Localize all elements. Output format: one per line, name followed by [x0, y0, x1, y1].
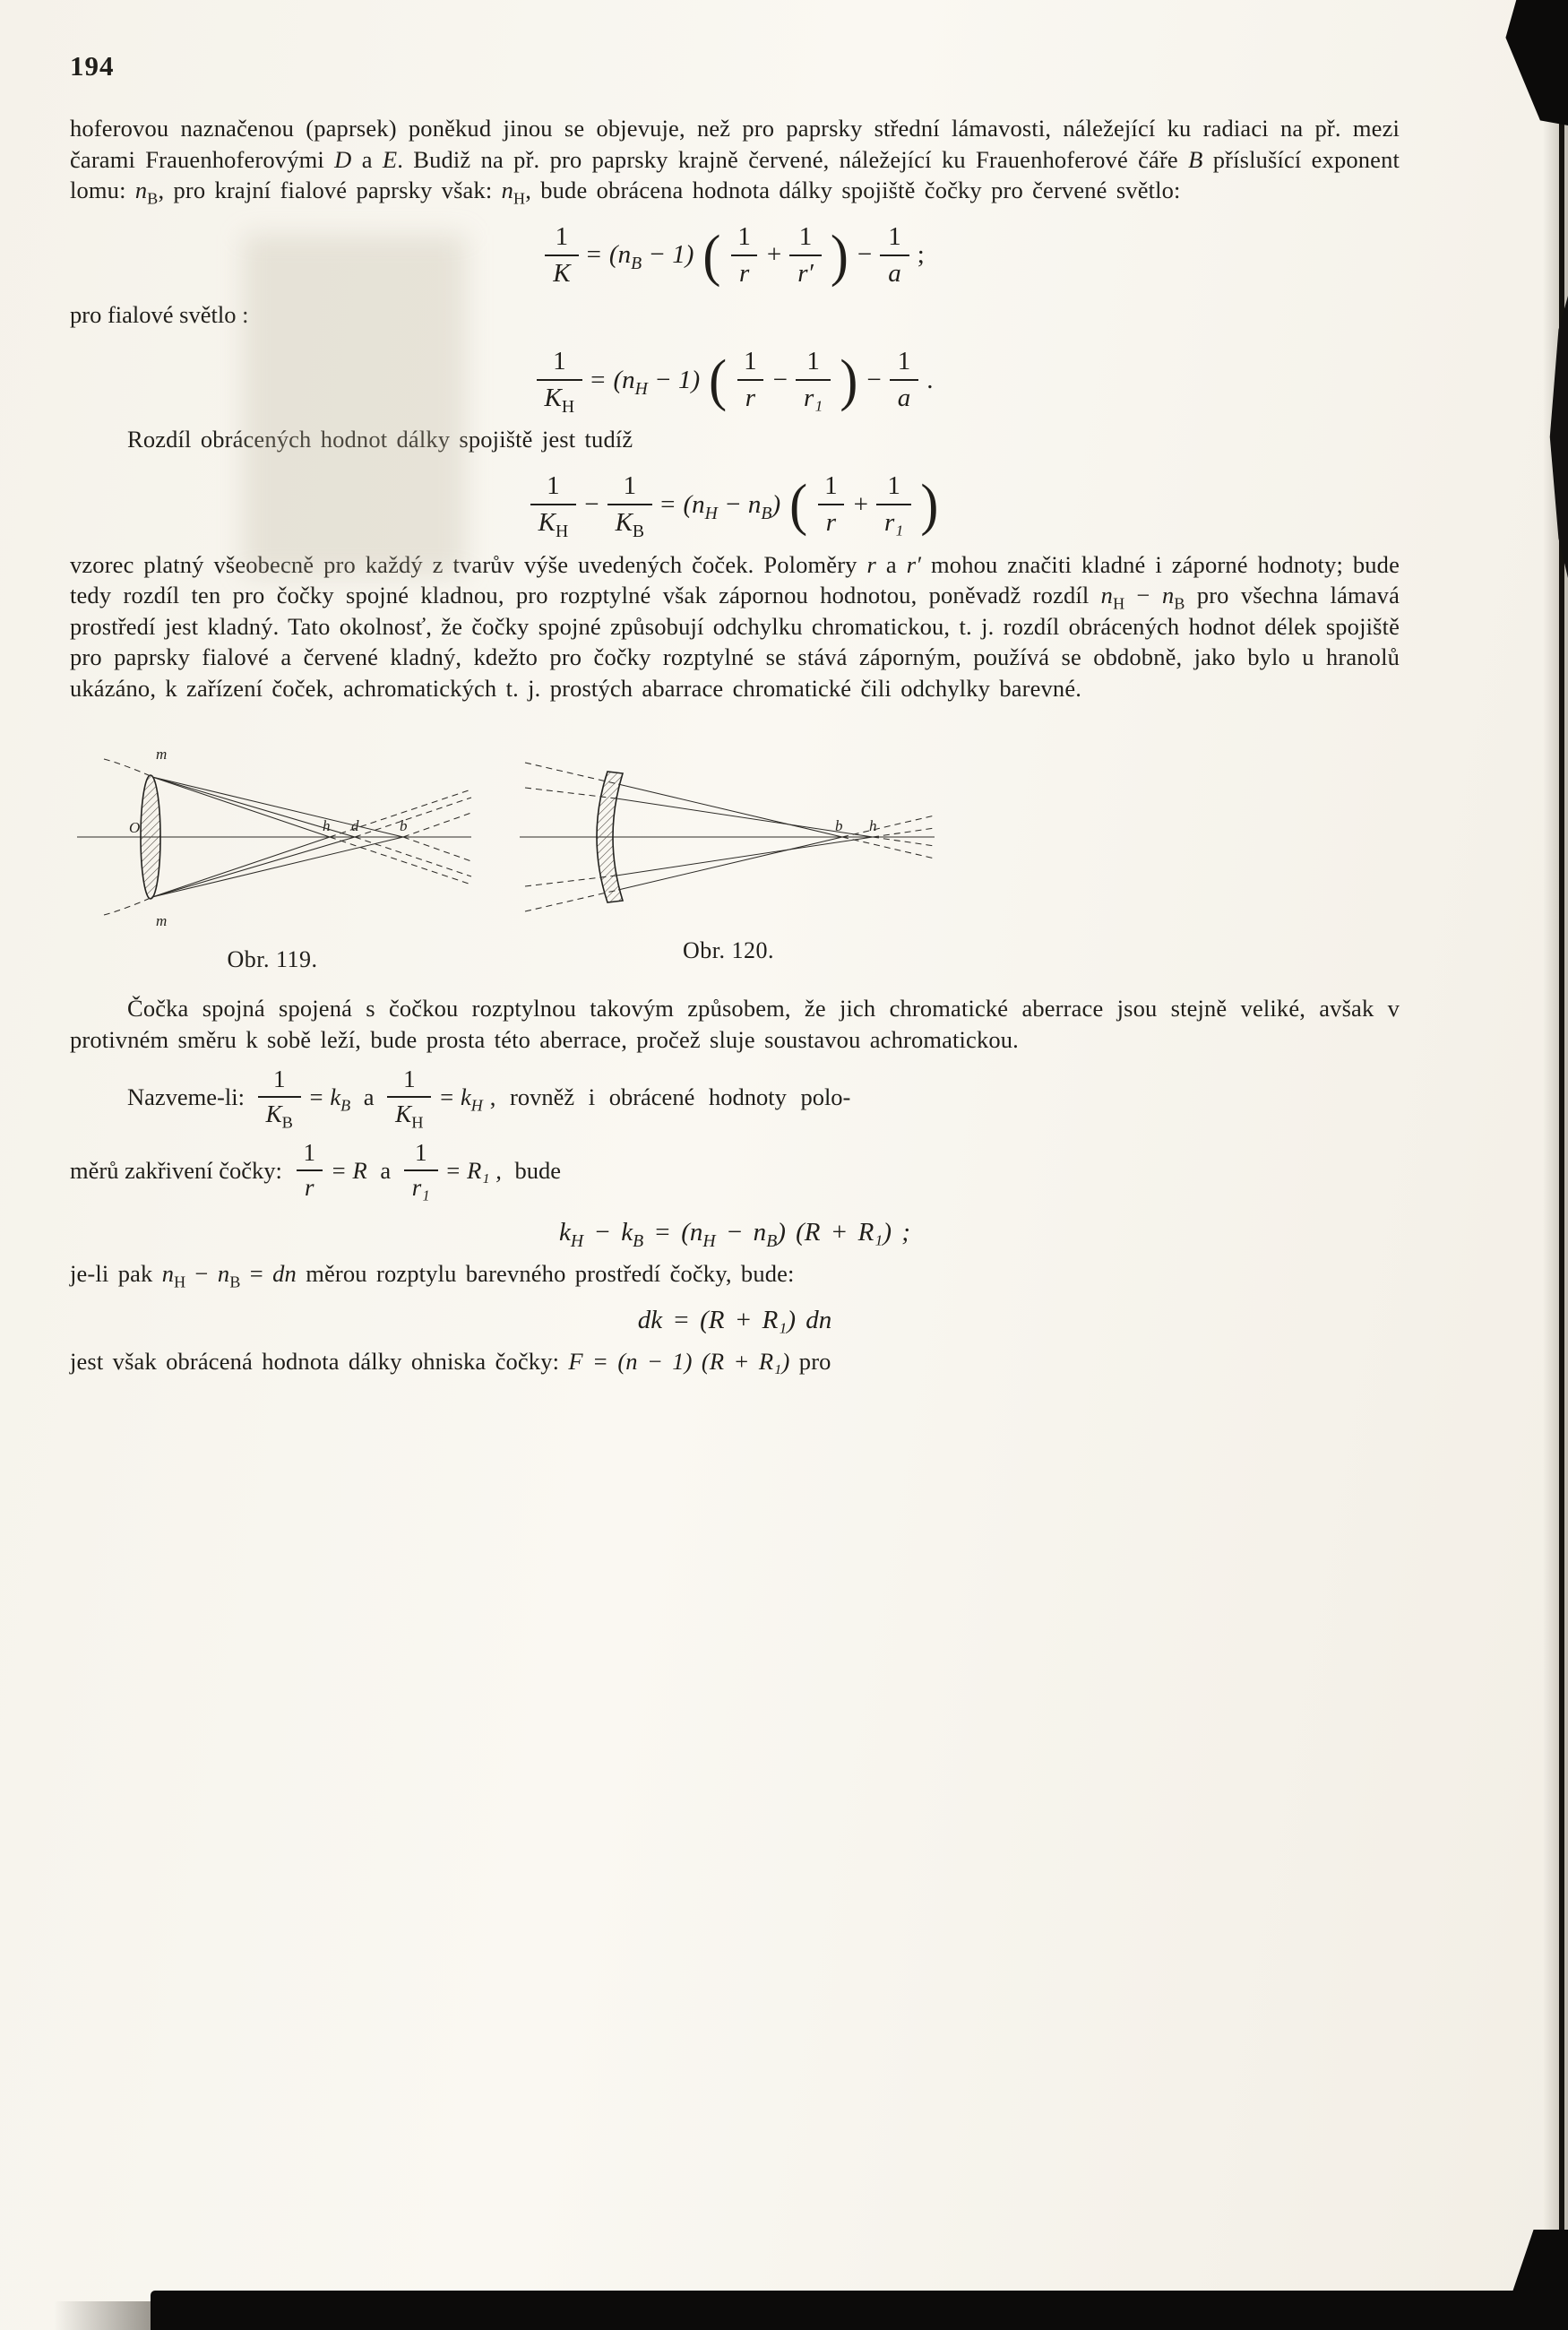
- text-run: − 1): [647, 365, 701, 394]
- text-run: n: [134, 177, 148, 203]
- text-run: E: [382, 145, 398, 173]
- minus-sign: −: [584, 489, 599, 519]
- label-lens-center: O: [129, 819, 141, 837]
- line-last: [70, 1346, 1400, 1377]
- text-run: K: [538, 508, 556, 538]
- text-run: n: [501, 177, 514, 203]
- plus-sign: +: [853, 489, 868, 519]
- punctuation: ;: [917, 240, 925, 270]
- text-run: r′: [906, 550, 922, 578]
- text-run: je-li pak: [70, 1260, 162, 1288]
- figure-120-caption: Obr. 120.: [683, 937, 774, 964]
- text-run: B: [1188, 145, 1203, 173]
- subscript: H: [411, 1113, 424, 1132]
- text-run: , rovněž i obrácené hodnoty polo-: [489, 1083, 851, 1110]
- fraction-numerator: 1: [555, 221, 569, 251]
- text-run: měrou rozptylu barevného prostředí čočky, bude:: [296, 1260, 795, 1288]
- text-run: měrů zakřivení čočky:: [70, 1156, 289, 1184]
- math-fraction: [816, 471, 846, 539]
- text-run: a: [358, 1083, 381, 1110]
- fraction-numerator: 1: [303, 1139, 316, 1167]
- fraction-numerator: 1: [897, 346, 911, 375]
- fraction-numerator: 1: [888, 221, 901, 251]
- subscript: H: [704, 503, 718, 523]
- text-run: n: [1100, 582, 1114, 609]
- subscript: B: [766, 1231, 778, 1252]
- text-run: n: [1161, 582, 1175, 609]
- fraction-denominator: [530, 504, 577, 542]
- subscript: H: [634, 378, 648, 399]
- text-run: − n: [717, 489, 762, 519]
- paragraph-1: [70, 113, 1400, 206]
- fraction-numerator: 1: [272, 1066, 286, 1093]
- text-run: −: [185, 1260, 218, 1288]
- math-fraction: [789, 222, 822, 289]
- label-focus-h: h: [323, 817, 331, 835]
- fraction-denominator: r₁: [796, 379, 831, 413]
- fraction-numerator: 1: [623, 470, 637, 500]
- subscript: H: [470, 1095, 483, 1114]
- label-violet-light: pro fialové světlo :: [70, 301, 249, 329]
- text-run: jest však obrácená hodnota dálky ohniska čočky:: [70, 1347, 569, 1375]
- text-run: pro: [789, 1347, 831, 1375]
- subscript: B: [281, 1113, 293, 1132]
- punctuation: .: [926, 365, 934, 394]
- math-term: [608, 240, 694, 274]
- math-term: [307, 1083, 351, 1114]
- math-fraction: [729, 222, 759, 289]
- label-focus-d: d: [351, 817, 359, 835]
- text-run: , bude obrácena hodnota dálky spojiště čočky pro červené světlo:: [525, 177, 1181, 203]
- fraction-denominator: [607, 504, 653, 542]
- figures-row: [70, 743, 1400, 973]
- text-run: hoferovou naznačenou (paprsek) poněkud jinou se objevuje, než pro paprsky střední lámavosti, náležející ku radiaci na př. mezi čarami Frauenhoferovými: [70, 115, 1400, 173]
- figure-120: [518, 743, 939, 964]
- subscript: H: [1113, 594, 1125, 613]
- text-run: K: [395, 1100, 412, 1128]
- subscript: H: [570, 1231, 584, 1252]
- fraction-denominator: r: [297, 1169, 323, 1202]
- text-run: r: [866, 550, 876, 578]
- math-term: = R: [331, 1156, 367, 1184]
- subscript: H: [555, 522, 569, 542]
- line-rozdil: Rozdíl obrácených hodnot dálky spojiště jest tudíž: [127, 426, 633, 453]
- equals-sign: =: [586, 240, 601, 270]
- fraction-denominator: a: [890, 379, 919, 413]
- label-focus-b: b: [835, 817, 843, 835]
- fraction-denominator: r: [818, 504, 844, 538]
- text-run: = (n: [643, 1218, 703, 1247]
- text-run: K: [544, 384, 562, 413]
- math-term: [613, 365, 701, 399]
- fraction-denominator: r: [731, 255, 757, 289]
- fraction-numerator: 1: [414, 1139, 427, 1167]
- math-fraction: [890, 347, 919, 414]
- text-run: a: [374, 1156, 397, 1184]
- math-term: dk = (R + R₁) dn: [637, 1305, 832, 1334]
- equation-k-difference: [70, 1218, 1400, 1252]
- math-fraction: [404, 1139, 438, 1202]
- math-term: F = (n − 1) (R + R₁): [568, 1347, 790, 1375]
- big-paren-left: (: [709, 348, 728, 412]
- paragraph-3: Čočka spojná spojená s čočkou rozptylnou takovým způsobem, že jich chromatické aberrace jsou stejně veliké, avšak v protivném směru k sobě leží, bude prosta této aberrace, pročež sluje soustavou achromatickou.: [70, 995, 1400, 1053]
- text-run: k: [559, 1218, 571, 1247]
- math-fraction: [530, 470, 577, 542]
- math-term: [438, 1083, 483, 1114]
- fraction-denominator: r₁: [404, 1169, 438, 1202]
- paragraph-4-line-2: [70, 1139, 1400, 1202]
- text-run: = k: [307, 1083, 341, 1110]
- text-run: a: [875, 550, 907, 578]
- fraction-numerator: 1: [744, 346, 757, 375]
- fraction-numerator: 1: [887, 470, 900, 500]
- scan-paper-stain: [244, 235, 466, 575]
- text-run: − k: [583, 1218, 633, 1247]
- math-fraction: [296, 1139, 324, 1202]
- math-fraction: [736, 347, 765, 414]
- subscript: H: [513, 189, 526, 208]
- text-run: dn: [272, 1260, 297, 1288]
- minus-sign: −: [857, 240, 873, 270]
- big-paren-left: (: [789, 472, 808, 537]
- fraction-denominator: r′: [789, 255, 822, 289]
- text-run: n: [217, 1260, 230, 1288]
- subscript: B: [229, 1273, 241, 1291]
- fraction-denominator: a: [880, 255, 909, 289]
- math-fraction: [880, 222, 909, 289]
- big-paren-left: (: [702, 223, 721, 288]
- minus-sign: −: [772, 365, 788, 394]
- plus-sign: +: [766, 240, 782, 270]
- text-run: (n: [613, 365, 635, 394]
- text-run: D: [334, 145, 352, 173]
- minus-sign: −: [866, 365, 882, 394]
- fraction-numerator: 1: [737, 221, 751, 251]
- equals-sign: =: [660, 489, 676, 519]
- equation-dk: [70, 1306, 1400, 1335]
- scan-corner-shadow-bottom-right: [1512, 2230, 1568, 2330]
- scan-bottom-black-bar: [151, 2291, 1568, 2330]
- subscript: B: [633, 1231, 644, 1252]
- label-focus-b: b: [400, 817, 408, 835]
- subscript: H: [702, 1231, 716, 1252]
- fraction-numerator: 1: [798, 221, 813, 251]
- fraction-numerator: 1: [403, 1066, 416, 1093]
- math-fraction: [387, 1066, 431, 1132]
- big-paren-right: ): [840, 348, 858, 412]
- biconvex-lens: [141, 775, 160, 899]
- fraction-denominator: [537, 379, 583, 417]
- subscript: H: [561, 396, 575, 417]
- lens-diagram-meniscus: [518, 743, 939, 931]
- text-run: −: [1124, 582, 1162, 609]
- subscript: B: [340, 1095, 351, 1114]
- page-number: 194: [70, 50, 115, 82]
- text-run: ): [771, 489, 781, 519]
- lens-diagram-biconvex: [70, 743, 475, 931]
- subscript: H: [174, 1273, 186, 1291]
- equals-sign: =: [590, 365, 606, 394]
- math-fraction: [607, 470, 653, 542]
- text-run: − n: [715, 1218, 767, 1247]
- text-run: vzorec platný všeobecně pro každý z tvarův výše uvedených čoček. Poloměry: [70, 550, 867, 578]
- text-run: ) (R + R₁) ;: [777, 1218, 910, 1247]
- text-run: a: [351, 145, 383, 173]
- subscript: B: [631, 254, 642, 274]
- big-paren-right: ): [920, 472, 939, 537]
- paragraph-4-line-1: [70, 1066, 1400, 1132]
- scan-corner-shadow-top-right: [1502, 0, 1568, 125]
- text-run: n: [161, 1260, 175, 1288]
- subscript: B: [761, 503, 772, 523]
- math-term: [683, 489, 781, 523]
- label-m-top: m: [156, 746, 168, 764]
- fraction-denominator: r: [737, 379, 763, 413]
- math-fraction: [258, 1066, 301, 1132]
- figure-119: [70, 743, 475, 973]
- figure-119-caption: Obr. 119.: [227, 946, 318, 973]
- scan-bottom-bar-fade: [54, 2301, 161, 2330]
- label-focus-h: h: [869, 817, 877, 835]
- text-run: − 1): [642, 240, 694, 270]
- fraction-denominator: [258, 1096, 301, 1132]
- fraction-numerator: 1: [547, 470, 560, 500]
- text-run: K: [615, 508, 633, 538]
- math-fraction: [876, 471, 911, 539]
- math-term: [559, 1218, 910, 1252]
- text-run: mohou značiti kladné i záporné hodnoty; bude tedy rozdíl ten pro čočky spojné kladnou, pro rozptylné však zápornou hodnotou, poněvadž rozdíl: [70, 550, 1400, 609]
- text-run: Nazveme-li:: [127, 1083, 251, 1110]
- fraction-denominator: K: [545, 255, 578, 289]
- line-jeli: [70, 1258, 1400, 1290]
- fraction-numerator: 1: [806, 346, 820, 375]
- math-fraction: [537, 346, 583, 417]
- text-run: K: [265, 1100, 282, 1128]
- fraction-denominator: [387, 1096, 431, 1132]
- fraction-denominator: r₁: [876, 504, 911, 538]
- text-run: = k: [438, 1083, 471, 1110]
- text-run: příslušící exponent lomu:: [70, 145, 1400, 203]
- text-run: , pro krajní fialové paprsky však:: [158, 177, 502, 203]
- big-paren-right: ): [830, 223, 849, 288]
- math-term: = R₁ ,: [444, 1156, 502, 1184]
- math-fraction: [796, 347, 831, 414]
- subscript: B: [632, 522, 645, 542]
- text-run: (n: [608, 240, 632, 270]
- fraction-numerator: 1: [824, 470, 838, 500]
- label-m-bottom: m: [156, 912, 168, 930]
- fraction-numerator: 1: [553, 346, 566, 375]
- text-run: bude: [508, 1156, 561, 1184]
- subscript: B: [147, 189, 159, 208]
- math-fraction: [545, 222, 578, 289]
- subscript: B: [1174, 594, 1185, 613]
- text-run: (n: [683, 489, 705, 519]
- text-run: pro všechna lámavá prostředí jest kladný. Tato okolnosť, že čočky spojné způsobují odchylku chromatickou, t. j. rozdíl obrácených hodnot délek spojiště pro paprsky fialové a červené kladný, kdežto pro čočky rozptylné se stává záporným, používá se obdobně, jako bylo u hranolů ukázáno, k zařízení čoček, achromatických t. j. prostých abarrace chromatické čili odchylky barevné.: [70, 582, 1400, 702]
- text-run: . Budiž na př. pro paprsky krajně červené, náležející ku Frauenhoferové čáře: [397, 145, 1189, 173]
- text-run: =: [240, 1260, 273, 1288]
